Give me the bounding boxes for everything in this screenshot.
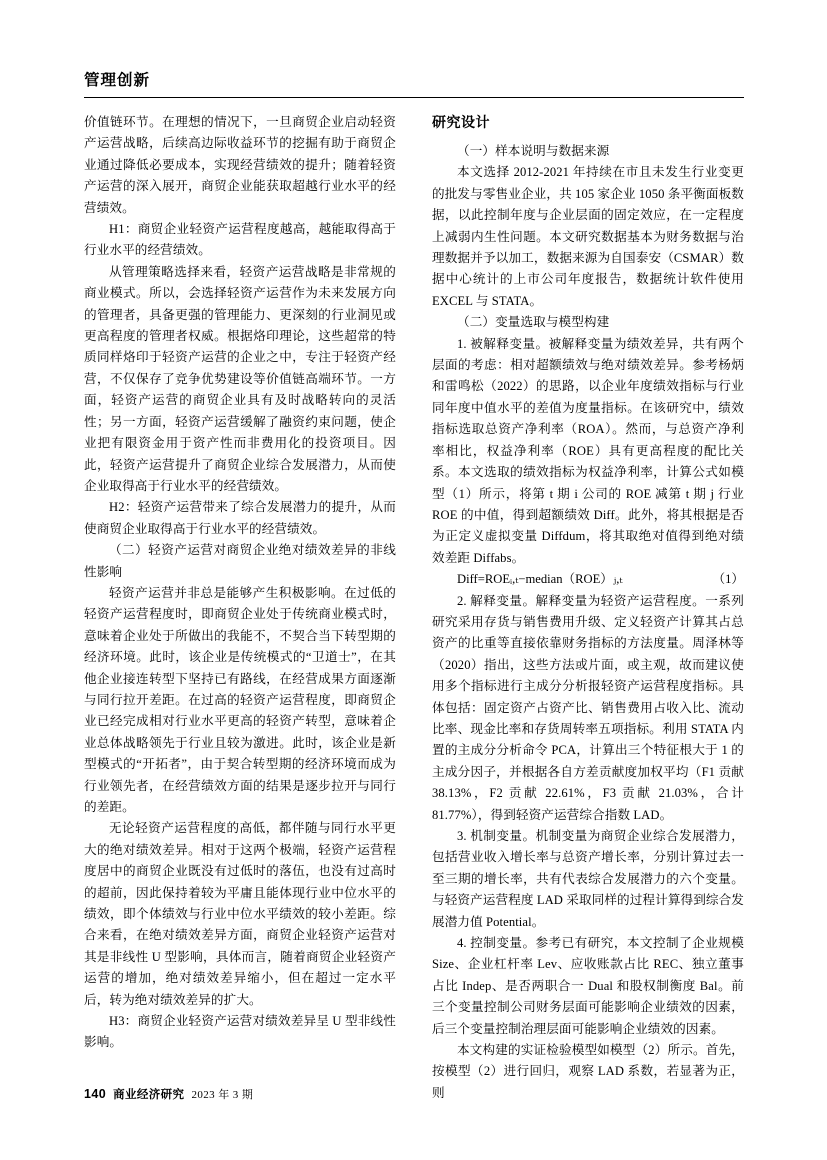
subsection-title-sample: （一）样本说明与数据来源 [457, 144, 610, 158]
hypothesis-h3: H3：商贸企业轻资产运营对绩效差异呈 U 型非线性影响。 [84, 1014, 396, 1050]
journal-name: 商业经济研究 [113, 1089, 185, 1101]
paragraph: 2. 解释变量。解释变量为轻资产运营程度。一系列研究采用存货与销售费用升级、定义轻资产计算其占总资产的比重等直接依靠财务指标的方法度量。周泽林等（2020）指出，这些方法或片面，或主观，故而建议使用多个指标进行主成分分析报轻资产运营程度指标。具体包括：固定资产占资产比、销售费用占收入比、流动比率、现金比率和存货周转率五项指标。利用 STATA 内置的主成分分析命令 PCA，计算出三个特征根大于 1 的主成分因子，并根据各自方差贡献度加权平均（F1 贡献 38.13%，F2 贡献 22.61%，F3 贡献 21.03%，合计 81.77%），得到轻资产运营综合指数 LAD。 [432, 593, 744, 822]
header-divider [84, 97, 744, 98]
paragraph: 从管理策略选择来看，轻资产运营战略是非常规的商业模式。所以，会选择轻资产运营作为未来发展方向的管理者，具备更强的管理能力、更深刻的行业洞见或更高程度的管理者权威。根据烙印理论，这些超常的特质同样烙印于轻资产运营的企业之中，专注于轻资产经营，不仅保存了竞争优势建设等价值链高端环节。一方面，轻资产运营的商贸企业具有及时战略转向的灵活性；另一方面，轻资产运营缓解了融资约束问题，使企业把有限资金用于资产性而非费用化的投资项目。因此，轻资产运营提升了商贸企业综合发展潜力，从而使企业取得高于行业水平的经营绩效。 [84, 264, 396, 493]
page-footer [84, 1086, 253, 1102]
paragraph: 3. 机制变量。机制变量为商贸企业综合发展潜力，包括营业收入增长率与总资产增长率，分别计算过去一至三期的增长率，共有代表综合发展潜力的六个变量。与轻资产运营程度 LAD 采取同样的过程计算得到综合发展潜力值 Potential。 [432, 829, 744, 929]
paragraph: 无论轻资产运营程度的高低，都伴随与同行水平更大的绝对绩效差异。相对于这两个极端，轻资产运营程度居中的商贸企业既没有过低时的落伍，也没有过高时的超前，因此保持着较为平庸且能体现行业中位水平的绩效，即个体绩效与行业中位水平绩效的较小差距。综合来看，在绝对绩效差异方面，商贸企业轻资产运营对其是非线性 U 型影响，具体而言，随着商贸企业轻资产运营的增加，绝对绩效差异缩小，但在超过一定水平后，转为绝对绩效差异的扩大。 [84, 821, 396, 1007]
page-header [84, 68, 744, 98]
formula-row [432, 569, 744, 590]
formula-number: （1） [712, 572, 744, 587]
subsection-title-variables: （二）变量选取与模型构建 [457, 315, 610, 330]
issue-label: 2023 年 3 期 [191, 1089, 254, 1101]
hypothesis-h2: H2：轻资产运营带来了综合发展潜力的提升，从而使商贸企业取得高于行业水平的经营绩效。 [84, 500, 396, 536]
page-number: 140 [84, 1087, 107, 1101]
right-column [432, 112, 744, 1100]
paragraph: 本文构建的实证检验模型如模型（2）所示。首先，按模型（2）进行回归，观察 LAD 系数，若显著为正，则 [432, 1043, 744, 1100]
paragraph: 轻资产运营并非总是能够产生积极影响。在过低的轻资产运营程度时，即商贸企业处于传统商业模式时，意味着企业处于所做出的我能不，不契合当下转型期的经济环境。此时，该企业是传统模式的“卫道士”，在其他企业接连转型下坚持已有路线，在经营成果方面逐渐与同行拉开差距。在过高的轻资产运营程度，即商贸企业已经完成相对行业水平更高的轻资产转型，意味着企业总体战略领先于行业且较为激进。此时，该企业是新型模式的“开拓者”，由于契合转型期的经济环境而成为行业领先者，在经营绩效方面的结果是逐步拉开与同行的差距。 [84, 585, 396, 814]
paragraph: 1. 被解释变量。被解释变量为绩效差异，共有两个层面的考虑：相对超额绩效与绝对绩效差异。参考杨炳和雷鸣松（2022）的思路，以企业年度绩效指标与行业同年度中值水平的差值为度量指标。在该研究中，绩效指标选取总资产净利率（ROA）。然而，与总资产净利率相比，权益净利率（ROE）具有更高程度的配比关系。本文选取的绩效指标为权益净利率，计算公式如模型（1）所示，将第 t 期 i 公司的 ROE 减第 t 期 j 行业 ROE 的中值，得到超额绩效 Diff。此外，将其根据是否为正定义虚拟变量 Diffdum，将其取绝对值得到绝对绩效差距 Diffabs。 [432, 336, 744, 565]
paragraph: 价值链环节。在理想的情况下，一旦商贸企业启动轻资产运营战略，后续高边际收益环节的挖掘有助于商贸企业通过降低必要成本，实现经营绩效的提升；随着轻资产运营的深入展开，商贸企业能获取超越行业水平的经营绩效。 [84, 115, 396, 215]
left-column [84, 112, 396, 1072]
hypothesis-h1: H1：商贸企业轻资产运营程度越高，越能取得高于行业水平的经营绩效。 [84, 222, 396, 258]
paragraph: 4. 控制变量。参考已有研究，本文控制了企业规模 Size、企业杠杆率 Lev、应收账款占比 REC、独立董事占比 Indep、是否两职合一 Dual 和股权制衡度 Bal。前三个变量控制公司财务层面可能影响企业绩效的因素，后三个变量控制治理层面可能影响企业绩效的因素。 [432, 936, 744, 1036]
formula-expression: Diff=ROEᵢ,ₜ−median（ROE）ⱼ,ₜ [457, 572, 623, 587]
section-label: 管理创新 [84, 72, 151, 89]
subsection-title: （二）轻资产运营对商贸企业绝对绩效差异的非线性影响 [84, 543, 396, 579]
section-title: 研究设计 [432, 114, 490, 130]
paragraph: 本文选择 2012-2021 年持续在市且未发生行业变更的批发与零售业企业，共 105 家企业 1050 条平衡面板数据，以此控制年度与企业层面的固定效应，在一定程度上减弱内生性问题。本文研究数据基本为财务数据与治理数据并予以加工，数据来源为自国泰安（CSMAR）数据中心统计的上市公司年度报告，数据统计软件使用 EXCEL 与 STATA。 [432, 165, 744, 308]
